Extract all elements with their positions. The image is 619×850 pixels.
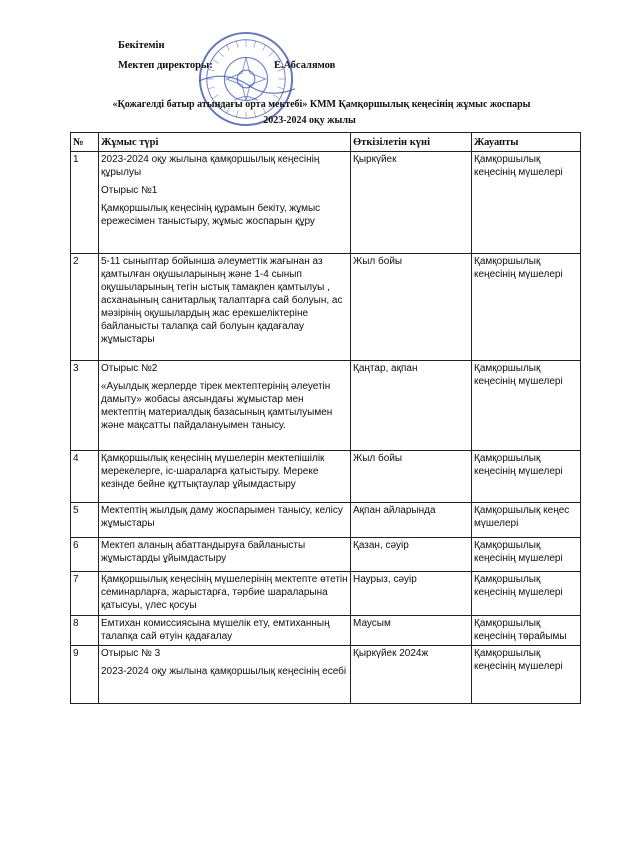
header-number: №: [71, 133, 99, 152]
table-row: [71, 503, 581, 538]
row-number: 7: [71, 572, 99, 616]
date-cell: Жыл бойы: [351, 451, 472, 503]
table-row: [71, 538, 581, 572]
date-cell: Қазан, сәуір: [351, 538, 472, 572]
row-number: 5: [71, 503, 99, 538]
table-row: [71, 572, 581, 616]
row-number: 9: [71, 646, 99, 704]
row-number: 3: [71, 361, 99, 451]
work-cell: [99, 538, 351, 572]
table-row: [71, 451, 581, 503]
work-text: 5-11 сыныптар бойынша әлеуметтік жағынан аз қамтылған оқушыларының және 1-4 сынып оқушыларының тегін ыстық тамақпен қамтылуы , асханаының санитарлық талаптарға сай болуын, ас мәзірінің оқушылардың жас ерекшеліктеріне байланысты талапқа сай болуын қадағалау жұмыстары: [101, 256, 343, 345]
document-title: «Қожагелді батыр атындағы орта мектебі» КММ Қамқоршылық кеңесінің жұмыс жоспары: [112, 99, 531, 110]
header-responsible: Жауапты: [472, 133, 581, 152]
responsible-cell: Қамқоршылық кеңес мүшелері: [472, 503, 581, 538]
work-text: 2023-2024 оқу жылына қамқоршылық кеңесінің есебі: [101, 666, 347, 677]
responsible-cell: Қамқоршылық кеңесінің мүшелері: [472, 572, 581, 616]
date-cell: Қыркүйек: [351, 152, 472, 254]
work-cell: [99, 152, 351, 254]
row-number: 8: [71, 616, 99, 646]
table-row: [71, 361, 581, 451]
table-row: [71, 646, 581, 704]
work-text: Отырыс № 3: [101, 648, 161, 659]
approved-label: Бекітемін: [118, 40, 165, 51]
work-text: «Ауылдық жерлерде тірек мектептерінің әлеуетін дамыту» жобасы аясындағы жұмыстар мен мектептің материалдық базасының қамтылуымен және мақсатты пайдалануымен танысу.: [101, 381, 333, 431]
table-row: [71, 616, 581, 646]
date-cell: Наурыз, сәуір: [351, 572, 472, 616]
responsible-cell: Қамқоршылық кеңесінің мүшелері: [472, 254, 581, 361]
work-cell: [99, 503, 351, 538]
date-cell: Қаңтар, ақпан: [351, 361, 472, 451]
work-text: Отырыс №2: [101, 363, 158, 374]
work-text: Қамқоршылық кеңесінің құрамын бекіту, жұмыс ережесімен таныстыру, жұмыс жоспарын құру: [101, 203, 321, 227]
date-cell: Жыл бойы: [351, 254, 472, 361]
work-text: Қамқоршылық кеңесінің мүшелерінің мектепте өтетін семинарларға, жарыстарға, тәрбие шараларына қатысуы, үлес қосуы: [101, 574, 348, 611]
table-header-row: [71, 133, 581, 152]
work-cell: [99, 254, 351, 361]
work-cell: [99, 361, 351, 451]
work-cell: [99, 616, 351, 646]
date-cell: Қыркүйек 2024ж: [351, 646, 472, 704]
table-row: [71, 254, 581, 361]
row-number: 1: [71, 152, 99, 254]
director-label: Мектеп директоры:: [118, 60, 213, 71]
work-cell: [99, 646, 351, 704]
work-text: Отырыс №1: [101, 185, 158, 196]
date-cell: Маусым: [351, 616, 472, 646]
responsible-cell: Қамқоршылық кеңесінің мүшелері: [472, 451, 581, 503]
responsible-cell: Қамқоршылық кеңесінің мүшелері: [472, 361, 581, 451]
work-plan-table: [70, 132, 581, 704]
date-cell: Ақпан айларында: [351, 503, 472, 538]
director-name: Е.Абсалямов: [274, 60, 336, 71]
table-row: [71, 152, 581, 254]
responsible-cell: Қамқоршылық кеңесінің мүшелері: [472, 538, 581, 572]
row-number: 2: [71, 254, 99, 361]
document-subtitle: 2023-2024 оқу жылы: [263, 115, 356, 126]
work-text: 2023-2024 оқу жылына қамқоршылық кеңесінің құрылуы: [101, 154, 320, 178]
row-number: 4: [71, 451, 99, 503]
work-cell: [99, 451, 351, 503]
work-text: Қамқоршылық кеңесінің мүшелерін мектепішілік мерекелерге, іс-шараларға қатыстыру. Мереке кезінде бейне құттықтаулар ұйымдастыру: [101, 453, 325, 490]
header-date: Өткізілетін күні: [351, 133, 472, 152]
responsible-cell: Қамқоршылық кеңесінің мүшелері: [472, 646, 581, 704]
work-text: Мектеп аланың абаттандыруға байланысты жұмыстарды ұйымдастыру: [101, 540, 306, 564]
responsible-cell: Қамқоршылық кеңесінің мүшелері: [472, 152, 581, 254]
row-number: 6: [71, 538, 99, 572]
work-text: Емтихан комиссиясына мүшелік ету, емтиханның талапқа сай өтуін қадағалау: [101, 618, 330, 642]
work-text: Мектептің жылдық даму жоспарымен танысу, келісу жұмыстары: [101, 505, 343, 529]
responsible-cell: Қамқоршылық кеңесінің төрайымы: [472, 616, 581, 646]
school-seal: [197, 30, 295, 128]
work-cell: [99, 572, 351, 616]
header-work-type: Жұмыс түрі: [99, 133, 351, 152]
